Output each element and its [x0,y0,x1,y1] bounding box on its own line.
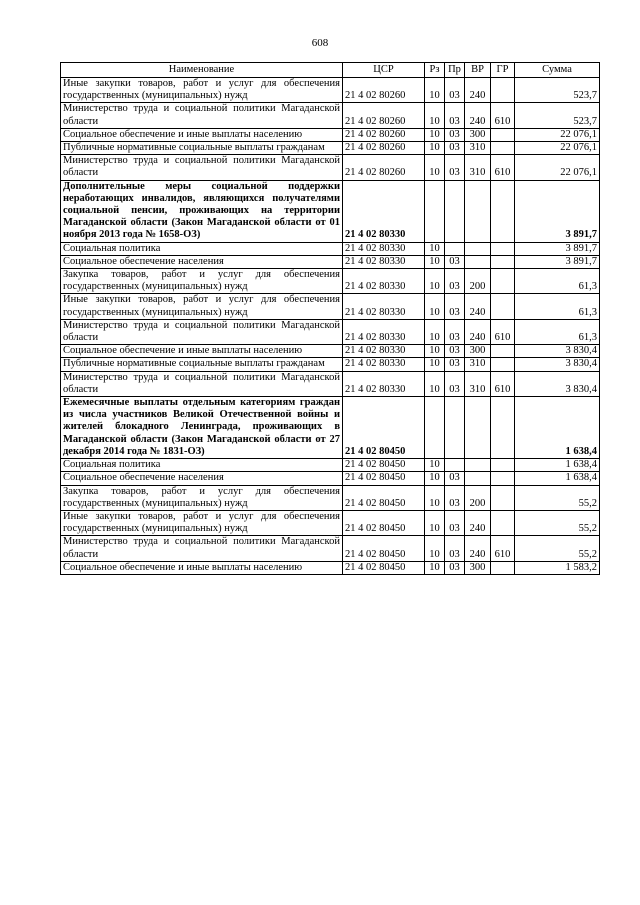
cell-gr [491,397,515,459]
cell-vr: 310 [465,142,491,155]
cell-sum: 1 638,4 [515,397,600,459]
cell-pr: 03 [445,485,465,510]
cell-rz: 10 [425,345,445,358]
cell-rz: 10 [425,561,445,574]
table-row [61,485,600,510]
cell-vr: 200 [465,269,491,294]
table-row [61,510,600,535]
cell-sum: 22 076,1 [515,128,600,141]
cell-csr: 21 4 02 80330 [343,358,425,371]
cell-csr: 21 4 02 80450 [343,459,425,472]
cell-csr: 21 4 02 80330 [343,269,425,294]
cell-name: Дополнительные меры социальной поддержки неработающих инвалидов, являющихся получателями социальной пенсии, проживающих на территории Магаданской области (Закон Магаданской области от 01 ноября 2013 года № 1658-ОЗ) [61,180,343,242]
cell-rz: 10 [425,485,445,510]
cell-pr: 03 [445,345,465,358]
cell-gr [491,345,515,358]
table-row [61,536,600,561]
cell-rz: 10 [425,319,445,344]
cell-gr [491,358,515,371]
table-header-row [61,63,600,78]
cell-sum: 3 830,4 [515,345,600,358]
cell-csr: 21 4 02 80450 [343,472,425,485]
cell-pr [445,397,465,459]
cell-vr: 240 [465,78,491,103]
cell-pr: 03 [445,155,465,180]
header-name: Наименование [61,63,343,78]
cell-rz: 10 [425,142,445,155]
cell-rz: 10 [425,371,445,396]
cell-pr: 03 [445,510,465,535]
cell-vr: 240 [465,510,491,535]
cell-sum: 1 638,4 [515,459,600,472]
cell-gr: 610 [491,155,515,180]
table-row [61,319,600,344]
cell-vr: 200 [465,485,491,510]
cell-csr: 21 4 02 80330 [343,345,425,358]
table-row [61,472,600,485]
cell-pr: 03 [445,269,465,294]
cell-name: Социальная политика [61,459,343,472]
table-body [61,78,600,575]
cell-gr [491,269,515,294]
table-row [61,397,600,459]
cell-pr: 03 [445,103,465,128]
cell-rz: 10 [425,269,445,294]
cell-name: Министерство труда и социальной политики Магаданской области [61,536,343,561]
cell-csr: 21 4 02 80450 [343,485,425,510]
cell-pr: 03 [445,128,465,141]
cell-vr: 310 [465,371,491,396]
cell-name: Министерство труда и социальной политики Магаданской области [61,103,343,128]
cell-csr: 21 4 02 80330 [343,255,425,268]
cell-name: Министерство труда и социальной политики Магаданской области [61,319,343,344]
table-row [61,242,600,255]
table-row [61,345,600,358]
cell-pr: 03 [445,536,465,561]
cell-gr [491,561,515,574]
cell-vr [465,472,491,485]
cell-name: Министерство труда и социальной политики Магаданской области [61,371,343,396]
cell-rz: 10 [425,536,445,561]
table-row [61,103,600,128]
cell-sum: 22 076,1 [515,142,600,155]
table-row [61,128,600,141]
cell-rz [425,397,445,459]
cell-rz: 10 [425,155,445,180]
cell-pr: 03 [445,294,465,319]
cell-name: Социальное обеспечение и иные выплаты населению [61,561,343,574]
cell-vr: 310 [465,155,491,180]
cell-gr: 610 [491,536,515,561]
cell-gr: 610 [491,371,515,396]
cell-rz: 10 [425,358,445,371]
cell-pr: 03 [445,319,465,344]
cell-pr [445,242,465,255]
cell-name: Иные закупки товаров, работ и услуг для обеспечения государственных (муниципальных) нужд [61,78,343,103]
cell-gr [491,472,515,485]
cell-sum: 1 638,4 [515,472,600,485]
cell-vr: 300 [465,561,491,574]
cell-gr [491,510,515,535]
header-vr: ВР [465,63,491,78]
cell-rz: 10 [425,128,445,141]
cell-csr: 21 4 02 80260 [343,142,425,155]
table-row [61,561,600,574]
cell-csr: 21 4 02 80330 [343,371,425,396]
cell-pr [445,459,465,472]
cell-name: Иные закупки товаров, работ и услуг для обеспечения государственных (муниципальных) нужд [61,294,343,319]
cell-name: Иные закупки товаров, работ и услуг для обеспечения государственных (муниципальных) нужд [61,510,343,535]
cell-vr: 240 [465,536,491,561]
cell-name: Социальное обеспечение населения [61,255,343,268]
cell-rz: 10 [425,255,445,268]
table-row [61,294,600,319]
cell-gr [491,180,515,242]
cell-name: Социальное обеспечение населения [61,472,343,485]
cell-csr: 21 4 02 80330 [343,242,425,255]
table-row [61,155,600,180]
table-row [61,142,600,155]
cell-csr: 21 4 02 80260 [343,155,425,180]
table-row [61,255,600,268]
cell-sum: 3 891,7 [515,255,600,268]
cell-sum: 523,7 [515,78,600,103]
cell-pr: 03 [445,561,465,574]
cell-pr [445,180,465,242]
cell-vr: 300 [465,128,491,141]
cell-csr: 21 4 02 80260 [343,103,425,128]
header-csr: ЦСР [343,63,425,78]
cell-vr [465,242,491,255]
cell-vr: 240 [465,294,491,319]
cell-sum: 3 891,7 [515,180,600,242]
cell-csr: 21 4 02 80450 [343,510,425,535]
cell-csr: 21 4 02 80260 [343,128,425,141]
table-row [61,269,600,294]
cell-name: Социальное обеспечение и иные выплаты населению [61,345,343,358]
cell-rz [425,180,445,242]
cell-gr [491,142,515,155]
cell-sum: 55,2 [515,536,600,561]
cell-rz: 10 [425,78,445,103]
cell-sum: 61,3 [515,319,600,344]
cell-pr: 03 [445,358,465,371]
table-row [61,459,600,472]
header-pr: Пр [445,63,465,78]
cell-vr [465,255,491,268]
table-row [61,78,600,103]
cell-csr: 21 4 02 80330 [343,319,425,344]
cell-gr [491,78,515,103]
cell-gr [491,242,515,255]
cell-sum: 22 076,1 [515,155,600,180]
cell-rz: 10 [425,510,445,535]
cell-pr: 03 [445,472,465,485]
cell-name: Публичные нормативные социальные выплаты гражданам [61,358,343,371]
cell-csr: 21 4 02 80260 [343,78,425,103]
cell-csr: 21 4 02 80330 [343,294,425,319]
cell-name: Ежемесячные выплаты отдельным категориям граждан из числа участников Великой Отечественной войны и жителей блокадного Ленинграда, проживающих в Магаданской области (Закон Магаданской области от 27 декабря 2014 года № 1831-ОЗ) [61,397,343,459]
cell-gr [491,485,515,510]
header-gr: ГР [491,63,515,78]
cell-rz: 10 [425,103,445,128]
table-row [61,358,600,371]
cell-pr: 03 [445,255,465,268]
cell-vr [465,397,491,459]
cell-rz: 10 [425,294,445,319]
cell-gr [491,294,515,319]
cell-name: Министерство труда и социальной политики Магаданской области [61,155,343,180]
cell-sum: 55,2 [515,485,600,510]
cell-vr [465,459,491,472]
cell-sum: 3 830,4 [515,358,600,371]
cell-csr: 21 4 02 80450 [343,536,425,561]
cell-csr: 21 4 02 80330 [343,180,425,242]
cell-vr: 300 [465,345,491,358]
cell-sum: 523,7 [515,103,600,128]
cell-gr: 610 [491,319,515,344]
cell-sum: 61,3 [515,269,600,294]
cell-gr [491,128,515,141]
cell-vr: 240 [465,319,491,344]
table-row [61,180,600,242]
cell-name: Социальное обеспечение и иные выплаты населению [61,128,343,141]
header-sum: Сумма [515,63,600,78]
cell-sum: 3 830,4 [515,371,600,396]
page-number: 608 [311,37,329,49]
cell-vr: 240 [465,103,491,128]
cell-pr: 03 [445,142,465,155]
cell-name: Публичные нормативные социальные выплаты гражданам [61,142,343,155]
cell-sum: 3 891,7 [515,242,600,255]
cell-sum: 61,3 [515,294,600,319]
table-row [61,371,600,396]
cell-name: Закупка товаров, работ и услуг для обеспечения государственных (муниципальных) нужд [61,485,343,510]
cell-csr: 21 4 02 80450 [343,561,425,574]
cell-csr: 21 4 02 80450 [343,397,425,459]
cell-gr [491,255,515,268]
cell-name: Социальная политика [61,242,343,255]
cell-gr: 610 [491,103,515,128]
budget-table [60,62,600,575]
cell-vr [465,180,491,242]
cell-sum: 55,2 [515,510,600,535]
cell-gr [491,459,515,472]
cell-rz: 10 [425,459,445,472]
cell-pr: 03 [445,78,465,103]
header-rz: Рз [425,63,445,78]
cell-rz: 10 [425,472,445,485]
cell-rz: 10 [425,242,445,255]
cell-name: Закупка товаров, работ и услуг для обеспечения государственных (муниципальных) нужд [61,269,343,294]
cell-sum: 1 583,2 [515,561,600,574]
cell-vr: 310 [465,358,491,371]
cell-pr: 03 [445,371,465,396]
